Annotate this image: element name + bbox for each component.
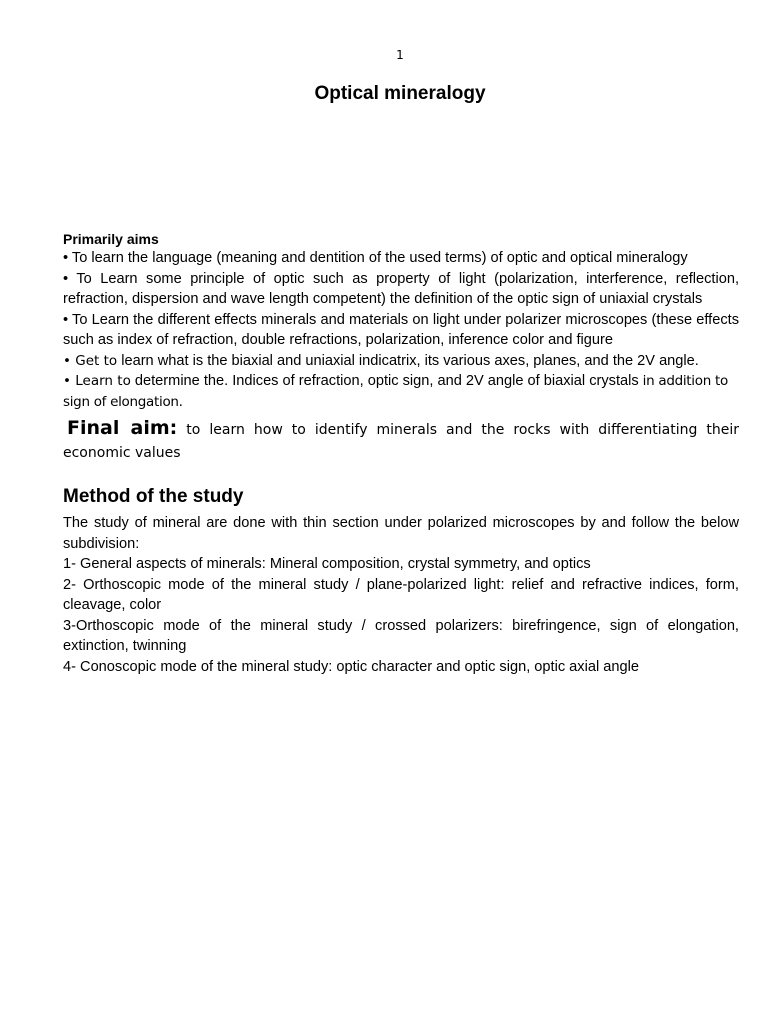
- method-heading: Method of the study: [63, 486, 244, 507]
- aim-item-4-prefix: • Get to: [63, 352, 118, 369]
- aim-item-5-small-text: in addition to sign of elongation.: [63, 373, 728, 410]
- aims-heading: Primarily aims: [63, 231, 159, 247]
- method-item-2: 2- Orthoscopic mode of the mineral study / plane-polarized light: relief and refractive indices, form, cleavage, color: [63, 576, 739, 613]
- aim-item-2: • To Learn some principle of optic such as property of light (polarization, interference, reflection, refraction, dispersion and wave length competent) the definition of the optic sign of uniaxial crystals: [63, 270, 739, 307]
- method-intro: The study of mineral are done with thin section under polarized microscopes by and follow the below subdivision:: [63, 515, 739, 552]
- final-aim-label: Final aim:: [67, 417, 178, 439]
- aim-item-3: • To Learn the different effects minerals and materials on light under polarizer microscopes (these effects such as index of refraction, double refractions, polarization, inference color and figure: [63, 311, 739, 348]
- document-title: Optical mineralogy: [314, 83, 486, 104]
- method-item-3: 3-Orthoscopic mode of the mineral study / crossed polarizers: birefringence, sign of elongation, extinction, twinning: [63, 617, 739, 654]
- method-section: [63, 485, 739, 677]
- aim-item-5-text: determine the. Indices of refraction, optic sign, and 2V angle of biaxial crystals: [130, 373, 639, 389]
- aim-item-5-prefix: • Learn to: [63, 373, 131, 389]
- aims-section: [63, 231, 739, 465]
- aim-item-5: [63, 371, 739, 412]
- final-aim-text: to learn how to identify minerals and the rocks with differentiating their economic values: [63, 422, 739, 461]
- aim-item-1: • To learn the language (meaning and dentition of the used terms) of optic and optical mineralogy: [63, 250, 688, 266]
- aim-item-4: [63, 351, 739, 372]
- aim-item-4-text: learn what is the biaxial and uniaxial indicatrix, its various axes, planes, and the 2V angle.: [117, 352, 699, 369]
- method-item-1: 1- General aspects of minerals: Mineral composition, crystal symmetry, and optics: [63, 556, 591, 572]
- final-aim: [63, 417, 739, 465]
- page-number: 1: [396, 48, 404, 62]
- method-item-4: 4- Conoscopic mode of the mineral study: optic character and optic sign, optic axial angle: [63, 658, 639, 675]
